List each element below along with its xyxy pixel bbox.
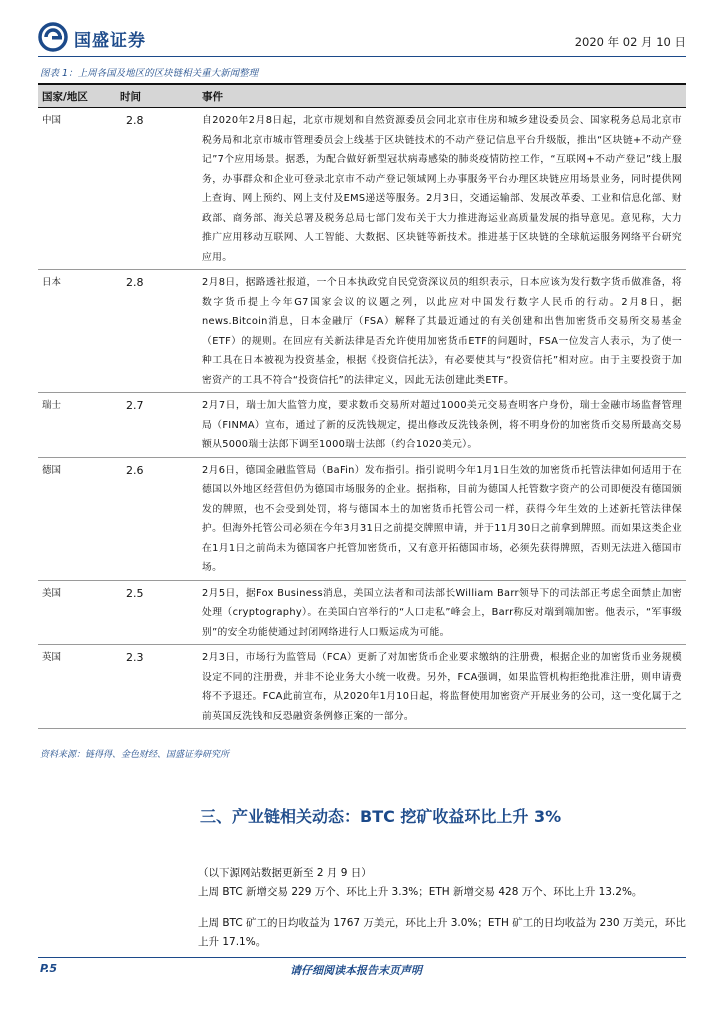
country-cell: 美国 (38, 580, 116, 645)
table-row (38, 457, 686, 580)
news-table (38, 83, 686, 729)
table-header-row (38, 84, 686, 108)
report-header (38, 22, 686, 56)
country-cell: 日本 (38, 270, 116, 393)
time-cell: 2.8 (116, 270, 198, 393)
source-note: 资料来源：链得得、金色财经、国盛证券研究所 (40, 750, 230, 760)
paragraph-transactions: 上周 BTC 新增交易 229 万个、环比上升 3.3%；ETH 新增交易 428 万个、环比上升 13.2%。 (198, 886, 643, 898)
time-cell: 2.6 (116, 457, 198, 580)
country-cell: 英国 (38, 645, 116, 729)
event-cell: 自2020年2月8日起，北京市规划和自然资源委员会同北京市住房和城乡建设委员会、国家税务总局北京市税务局和北京市城市管理委员会上线基于区块链技术的不动产登记信息平台升级版，推出“区块链+不动产登记”7个应用场景。据悉，为配合做好新型冠状病毒感染的肺炎疫情防控工作，“互联网+不动产登记”线上服务，办事群众和企业可登录北京市不动产登记领域网上办事服务平台办理区块链应用场景业务，同时提供网上查询、网上预约、网上支付及EMS递送等服务。2月3日，交通运输部、发展改革委、工业和信息化部、财政部、商务部、海关总署及税务总局七部门发布关于大力推进海运业高质量发展的指导意见。意见称，大力推广应用移动互联网、人工智能、大数据、区块链等新技术。推进基于区块链的全球航运服务网络平台研究应用。 (198, 108, 686, 270)
time-cell: 2.7 (116, 393, 198, 458)
table-row (38, 393, 686, 458)
report-date: 2020 年 02 月 10 日 (574, 35, 686, 49)
logo-text: 国盛证券 (74, 31, 146, 51)
country-cell: 瑞士 (38, 393, 116, 458)
column-header-time: 时间 (116, 84, 198, 108)
event-cell: 2月8日，据路透社报道，一个日本执政党自民党资深议员的组织表示，日本应该为发行数字货币做准备，将数字货币提上今年G7国家会议的议题之列，以此应对中国发行数字人民币的行动。2月8日，据news.Bitcoin消息，日本金融厅（FSA）解释了其最近通过的有关创建和出售加密货币交易所交易基金（ETF）的规则。在回应有关新法律是否允许使用加密货币ETF的问题时，FSA一位发言人表示，为了使一种工具在日本被视为投资基金，根据《投资信托法》，有必要使其与“投资信托”相对应。由于主要投资于加密资产的工具不符合“投资信托”的法律定义，因此无法创建此类ETF。 (198, 270, 686, 393)
event-cell: 2月5日，据Fox Business消息，美国立法者和司法部长William Barr领导下的司法部正考虑全面禁止加密处理（cryptography）。在美国白宫举行的“人口走私”峰会上，Barr称反对端到端加密。他表示，“军事级别”的安全功能使通过封闭网络进行人口贩运成为可能。 (198, 580, 686, 645)
footer-disclaimer: 请仔细阅读本报告末页声明 (290, 964, 422, 977)
event-cell: 2月7日，瑞士加大监管力度，要求数币交易所对超过1000美元交易查明客户身份，瑞士金融市场监督管理局（FINMA）宣布，通过了新的反洗钱规定，提出修改反洗钱条例，将不明身份的加密货币交易所最高交易额从5000瑞士法郎下调至1000瑞士法郎（约合1020美元）。 (198, 393, 686, 458)
table-caption: 图表 1：上周各国及地区的区块链相关重大新闻整理 (40, 68, 259, 79)
section-title: 三、产业链相关动态：BTC 挖矿收益环比上升 3% (200, 807, 562, 826)
country-cell: 中国 (38, 108, 116, 270)
event-cell: 2月3日，市场行为监管局（FCA）更新了对加密货币企业要求缴纳的注册费，根据企业的加密货币业务规模设定不同的注册费，并非不论业务大小统一收费。另外，FCA强调，如果监管机构拒绝批准注册，则申请费将不予退还。FCA此前宣布，从2020年1月10日起，将监督使用加密资产开展业务的公司，这一变化属于之前英国反洗钱和反恐融资条例修正案的一部分。 (198, 645, 686, 729)
time-cell: 2.8 (116, 108, 198, 270)
table-row (38, 108, 686, 270)
table-row (38, 580, 686, 645)
footer-divider (38, 957, 686, 958)
data-update-note: （以下源网站数据更新至 2 月 9 日） (198, 867, 372, 879)
time-cell: 2.3 (116, 645, 198, 729)
table-row (38, 270, 686, 393)
header-divider (38, 56, 686, 57)
country-cell: 德国 (38, 457, 116, 580)
time-cell: 2.5 (116, 580, 198, 645)
column-header-country: 国家/地区 (38, 84, 116, 108)
paragraph-miner-revenue: 上周 BTC 矿工的日均收益为 1767 万美元，环比上升 3.0%；ETH 矿工的日均收益为 230 万美元，环比上升 17.1%。 (198, 917, 686, 948)
logo-icon (38, 22, 68, 52)
column-header-event: 事件 (198, 84, 686, 108)
event-cell: 2月6日，德国金融监管局（BaFin）发布指引。指引说明今年1月1日生效的加密货币托管法律如何适用于在德国以外地区经营但仍为德国市场服务的企业。据指称，目前为德国人托管数字资产的公司即便没有德国颁发的牌照，也不会受到处罚，将与德国本土的加密货币托管公司一样，获得今年生效的上述新托管法律保护。但海外托管公司必须在今年3月31日之前提交牌照申请，并于11月30日之前拿到牌照。而如果这类企业在1月1日之前尚未为德国客户托管加密货币，又有意开拓德国市场，必须先获得牌照，否则无法进入德国市场。 (198, 457, 686, 580)
table-row (38, 645, 686, 729)
page-number: P.5 (40, 962, 58, 975)
